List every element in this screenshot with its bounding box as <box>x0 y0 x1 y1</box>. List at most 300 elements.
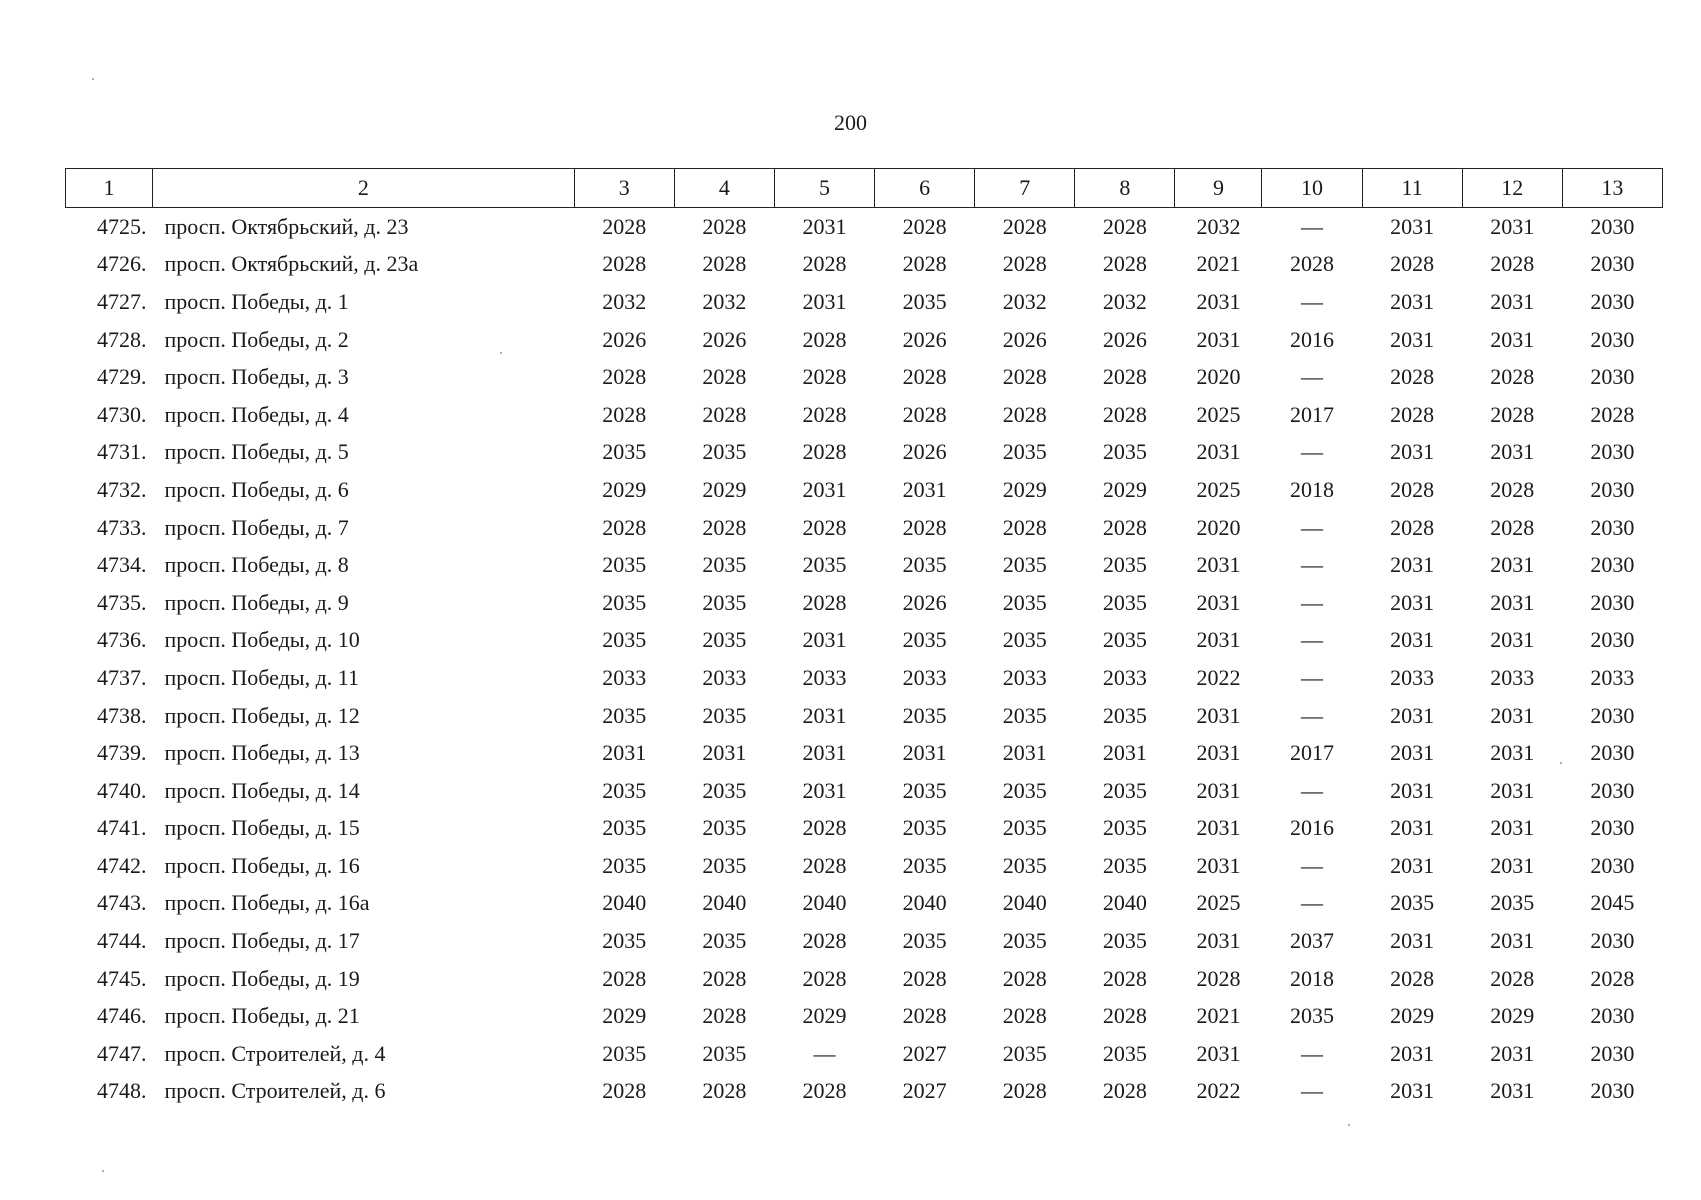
table-row <box>66 471 1663 509</box>
address-cell: просп. Победы, д. 10 <box>164 627 360 653</box>
table-row <box>66 321 1663 359</box>
year-cell: 2028 <box>602 251 647 277</box>
year-cell: 2028 <box>1490 364 1535 390</box>
year-cell: 2031 <box>1196 288 1241 314</box>
year-cell: 2040 <box>1002 890 1047 916</box>
address-cell: просп. Строителей, д. 6 <box>164 1078 386 1104</box>
year-cell: 2035 <box>1102 928 1147 954</box>
scan-speck <box>102 1170 104 1172</box>
year-cell: 2028 <box>802 251 847 277</box>
year-cell: 2028 <box>1102 401 1147 427</box>
year-cell: 2028 <box>1490 401 1535 427</box>
year-cell: 2028 <box>1390 251 1435 277</box>
year-cell: 2028 <box>1102 251 1147 277</box>
year-cell: 2040 <box>602 890 647 916</box>
table-row <box>66 922 1663 960</box>
row-number: 4730. <box>96 401 147 427</box>
year-cell: 2031 <box>1390 552 1435 578</box>
year-cell: 2033 <box>1102 664 1147 690</box>
year-cell: 2028 <box>902 965 947 991</box>
year-cell: 2030 <box>1590 627 1635 653</box>
year-cell: 2030 <box>1590 514 1635 540</box>
year-cell: — <box>1301 1078 1323 1104</box>
year-cell: 2031 <box>1390 928 1435 954</box>
year-cell: 2027 <box>902 1040 947 1066</box>
year-cell: 2035 <box>1102 852 1147 878</box>
year-cell: 2031 <box>1196 928 1241 954</box>
table-row <box>66 847 1663 885</box>
year-cell: 2029 <box>1002 476 1047 502</box>
year-cell: 2032 <box>1002 288 1047 314</box>
year-cell: 2030 <box>1590 251 1635 277</box>
year-cell: 2040 <box>802 890 847 916</box>
year-cell: 2020 <box>1196 514 1241 540</box>
year-cell: 2028 <box>802 589 847 615</box>
year-cell: 2035 <box>1102 627 1147 653</box>
year-cell: 2033 <box>1590 664 1635 690</box>
year-cell: 2035 <box>1002 552 1047 578</box>
year-cell: 2029 <box>702 476 747 502</box>
year-cell: 2035 <box>902 777 947 803</box>
table-row <box>66 960 1663 998</box>
year-cell: — <box>1301 890 1323 916</box>
address-cell: просп. Победы, д. 19 <box>164 965 360 991</box>
year-cell: 2028 <box>1002 364 1047 390</box>
year-cell: 2028 <box>802 326 847 352</box>
year-cell: 2030 <box>1590 439 1635 465</box>
year-cell: 2028 <box>702 1078 747 1104</box>
year-cell: 2030 <box>1590 740 1635 766</box>
year-cell: 2035 <box>1002 777 1047 803</box>
year-cell: 2035 <box>1002 815 1047 841</box>
year-cell: 2031 <box>1390 589 1435 615</box>
year-cell: 2028 <box>1390 476 1435 502</box>
row-number: 4745. <box>96 965 147 991</box>
year-cell: 2028 <box>702 401 747 427</box>
year-cell: 2031 <box>1390 777 1435 803</box>
year-cell: 2028 <box>602 213 647 239</box>
table-row <box>66 885 1663 923</box>
address-cell: просп. Победы, д. 11 <box>164 664 359 690</box>
year-cell: 2031 <box>1196 1040 1241 1066</box>
year-cell: 2028 <box>602 401 647 427</box>
year-cell: 2028 <box>1490 965 1535 991</box>
scan-speck <box>500 352 502 354</box>
table-row <box>66 358 1663 396</box>
year-cell: 2028 <box>902 401 947 427</box>
year-cell: 2029 <box>1390 1003 1435 1029</box>
year-cell: 2030 <box>1590 777 1635 803</box>
page-number: 200 <box>834 110 867 135</box>
year-cell: 2022 <box>1196 1078 1241 1104</box>
year-cell: 2021 <box>1196 1003 1241 1029</box>
year-cell: 2035 <box>1102 815 1147 841</box>
year-cell: 2032 <box>1196 213 1241 239</box>
year-cell: 2032 <box>702 288 747 314</box>
year-cell: 2028 <box>802 815 847 841</box>
year-cell: 2035 <box>602 815 647 841</box>
row-number: 4739. <box>96 740 147 766</box>
year-cell: 2035 <box>1002 439 1047 465</box>
year-cell: 2026 <box>902 326 947 352</box>
table-row <box>66 546 1663 584</box>
year-cell: 2025 <box>1196 476 1241 502</box>
year-cell: 2031 <box>1390 439 1435 465</box>
year-cell: 2033 <box>1390 664 1435 690</box>
year-cell: 2031 <box>1390 627 1435 653</box>
year-cell: 2040 <box>702 890 747 916</box>
year-cell: 2028 <box>702 251 747 277</box>
address-cell: просп. Победы, д. 1 <box>164 288 349 314</box>
year-cell: 2031 <box>802 476 847 502</box>
row-number: 4735. <box>96 589 147 615</box>
year-cell: — <box>1301 552 1323 578</box>
year-cell: 2028 <box>802 439 847 465</box>
year-cell: 2040 <box>1102 890 1147 916</box>
year-cell: 2028 <box>802 928 847 954</box>
year-cell: 2035 <box>1102 777 1147 803</box>
year-cell: 2035 <box>702 552 747 578</box>
year-cell: 2030 <box>1590 326 1635 352</box>
year-cell: — <box>1301 439 1323 465</box>
year-cell: 2022 <box>1196 664 1241 690</box>
row-number: 4732. <box>96 476 147 502</box>
year-cell: 2028 <box>902 1003 947 1029</box>
year-cell: 2033 <box>1002 664 1047 690</box>
year-cell: 2029 <box>1102 476 1147 502</box>
year-cell: 2031 <box>1002 740 1047 766</box>
year-cell: 2031 <box>1490 213 1535 239</box>
year-cell: 2029 <box>602 476 647 502</box>
year-cell: — <box>1301 288 1323 314</box>
year-cell: 2016 <box>1290 815 1334 841</box>
row-number: 4740. <box>96 777 147 803</box>
year-cell: 2035 <box>602 589 647 615</box>
column-header: 1 <box>66 169 153 208</box>
year-cell: 2031 <box>1490 815 1535 841</box>
table-row <box>66 997 1663 1035</box>
year-cell: 2035 <box>902 288 947 314</box>
year-cell: 2028 <box>902 213 947 239</box>
year-cell: 2029 <box>1490 1003 1535 1029</box>
year-cell: 2031 <box>1490 702 1535 728</box>
year-cell: 2035 <box>802 552 847 578</box>
year-cell: 2025 <box>1196 890 1241 916</box>
year-cell: 2035 <box>1102 589 1147 615</box>
year-cell: 2030 <box>1590 1003 1635 1029</box>
address-cell: просп. Победы, д. 2 <box>164 326 349 352</box>
year-cell: 2028 <box>1102 514 1147 540</box>
address-cell: просп. Победы, д. 13 <box>164 740 360 766</box>
year-cell: 2028 <box>802 965 847 991</box>
scan-speck <box>1560 762 1562 764</box>
column-number-header-row <box>66 169 1663 208</box>
year-cell: 2031 <box>1102 740 1147 766</box>
year-cell: 2035 <box>702 1040 747 1066</box>
row-number: 4734. <box>96 552 147 578</box>
column-header: 6 <box>875 169 975 208</box>
year-cell: 2031 <box>802 288 847 314</box>
row-number: 4729. <box>96 364 147 390</box>
year-cell: 2031 <box>802 213 847 239</box>
address-cell: просп. Победы, д. 8 <box>164 552 349 578</box>
year-cell: — <box>1301 213 1323 239</box>
year-cell: 2031 <box>1196 702 1241 728</box>
year-cell: 2035 <box>602 852 647 878</box>
year-cell: 2035 <box>702 928 747 954</box>
year-cell: 2028 <box>1002 1078 1047 1104</box>
year-cell: 2028 <box>602 364 647 390</box>
year-cell: 2035 <box>602 552 647 578</box>
column-header: 7 <box>975 169 1075 208</box>
year-cell: 2031 <box>1490 439 1535 465</box>
year-cell: 2031 <box>1390 852 1435 878</box>
table-row <box>66 659 1663 697</box>
column-header: 2 <box>152 169 574 208</box>
year-cell: 2030 <box>1590 1040 1635 1066</box>
row-number: 4742. <box>96 852 147 878</box>
table-row <box>66 208 1663 246</box>
year-cell: 2026 <box>1002 326 1047 352</box>
column-header: 9 <box>1175 169 1262 208</box>
year-cell: 2031 <box>1390 815 1435 841</box>
year-cell: 2031 <box>1490 1040 1535 1066</box>
address-cell: просп. Победы, д. 3 <box>164 364 349 390</box>
row-number: 4736. <box>96 627 147 653</box>
year-cell: 2017 <box>1290 740 1334 766</box>
year-cell: 2035 <box>1102 552 1147 578</box>
year-cell: 2028 <box>802 852 847 878</box>
year-cell: 2016 <box>1290 326 1334 352</box>
year-cell: — <box>1301 514 1323 540</box>
housing-registry-table <box>65 168 1663 1110</box>
year-cell: 2033 <box>802 664 847 690</box>
year-cell: 2028 <box>1102 1078 1147 1104</box>
year-cell: 2018 <box>1290 965 1334 991</box>
year-cell: 2028 <box>1590 965 1635 991</box>
year-cell: 2028 <box>1290 251 1334 277</box>
address-cell: просп. Победы, д. 16а <box>164 890 370 916</box>
address-cell: просп. Победы, д. 17 <box>164 928 360 954</box>
year-cell: 2017 <box>1290 401 1334 427</box>
year-cell: 2031 <box>1490 928 1535 954</box>
year-cell: 2028 <box>1490 251 1535 277</box>
year-cell: 2035 <box>1290 1003 1334 1029</box>
year-cell: 2031 <box>1490 552 1535 578</box>
row-number: 4731. <box>96 439 147 465</box>
address-cell: просп. Победы, д. 7 <box>164 514 349 540</box>
year-cell: 2030 <box>1590 852 1635 878</box>
year-cell: 2045 <box>1590 890 1635 916</box>
year-cell: 2035 <box>1002 627 1047 653</box>
address-cell: просп. Октябрьский, д. 23 <box>164 213 409 239</box>
year-cell: 2035 <box>602 702 647 728</box>
year-cell: 2031 <box>1390 1078 1435 1104</box>
year-cell: 2035 <box>1390 890 1435 916</box>
scan-speck <box>92 78 94 80</box>
year-cell: 2031 <box>802 627 847 653</box>
row-number: 4725. <box>96 213 147 239</box>
scan-speck <box>1348 1124 1350 1126</box>
year-cell: 2035 <box>1002 702 1047 728</box>
row-number: 4737. <box>96 664 147 690</box>
table-row <box>66 584 1663 622</box>
year-cell: 2031 <box>1196 552 1241 578</box>
year-cell: 2028 <box>702 965 747 991</box>
year-cell: 2035 <box>902 815 947 841</box>
table-row <box>66 772 1663 810</box>
year-cell: 2030 <box>1590 702 1635 728</box>
column-header: 10 <box>1262 169 1362 208</box>
year-cell: 2029 <box>802 1003 847 1029</box>
year-cell: 2035 <box>702 702 747 728</box>
row-number: 4746. <box>96 1003 147 1029</box>
address-cell: просп. Победы, д. 21 <box>164 1003 360 1029</box>
row-number: 4738. <box>96 702 147 728</box>
year-cell: 2028 <box>802 364 847 390</box>
table-row <box>66 622 1663 660</box>
year-cell: 2030 <box>1590 364 1635 390</box>
column-header: 4 <box>674 169 774 208</box>
year-cell: 2030 <box>1590 589 1635 615</box>
year-cell: 2031 <box>1390 740 1435 766</box>
year-cell: 2040 <box>902 890 947 916</box>
year-cell: 2031 <box>1490 627 1535 653</box>
column-header: 3 <box>574 169 674 208</box>
year-cell: 2031 <box>602 740 647 766</box>
year-cell: 2028 <box>802 1078 847 1104</box>
address-cell: просп. Строителей, д. 4 <box>164 1040 386 1066</box>
year-cell: 2028 <box>602 514 647 540</box>
year-cell: 2031 <box>1196 852 1241 878</box>
row-number: 4728. <box>96 326 147 352</box>
year-cell: 2028 <box>602 1078 647 1104</box>
year-cell: 2028 <box>1002 514 1047 540</box>
year-cell: 2026 <box>1102 326 1147 352</box>
year-cell: 2035 <box>702 589 747 615</box>
year-cell: 2028 <box>902 251 947 277</box>
table-row <box>66 734 1663 772</box>
year-cell: 2030 <box>1590 476 1635 502</box>
year-cell: 2028 <box>902 364 947 390</box>
year-cell: 2028 <box>1002 251 1047 277</box>
year-cell: 2028 <box>1102 364 1147 390</box>
year-cell: 2035 <box>602 777 647 803</box>
year-cell: 2031 <box>1196 815 1241 841</box>
year-cell: 2032 <box>1102 288 1147 314</box>
row-number: 4744. <box>96 928 147 954</box>
year-cell: 2028 <box>702 1003 747 1029</box>
year-cell: 2028 <box>1196 965 1241 991</box>
column-header: 12 <box>1462 169 1562 208</box>
year-cell: — <box>1301 777 1323 803</box>
year-cell: 2020 <box>1196 364 1241 390</box>
row-number: 4727. <box>96 288 147 314</box>
year-cell: 2035 <box>702 777 747 803</box>
year-cell: 2031 <box>802 777 847 803</box>
year-cell: 2026 <box>702 326 747 352</box>
year-cell: 2028 <box>802 401 847 427</box>
year-cell: 2031 <box>1196 740 1241 766</box>
year-cell: 2030 <box>1590 288 1635 314</box>
column-header: 11 <box>1362 169 1462 208</box>
year-cell: 2035 <box>702 627 747 653</box>
year-cell: 2031 <box>1390 702 1435 728</box>
year-cell: 2035 <box>902 702 947 728</box>
year-cell: — <box>1301 702 1323 728</box>
year-cell: 2035 <box>702 852 747 878</box>
year-cell: 2028 <box>1490 514 1535 540</box>
year-cell: 2028 <box>1390 965 1435 991</box>
row-number: 4726. <box>96 251 147 277</box>
year-cell: 2031 <box>1196 777 1241 803</box>
row-number: 4747. <box>96 1040 147 1066</box>
year-cell: 2031 <box>1196 326 1241 352</box>
row-number: 4733. <box>96 514 147 540</box>
year-cell: 2031 <box>1490 1078 1535 1104</box>
year-cell: 2031 <box>1490 326 1535 352</box>
year-cell: 2030 <box>1590 552 1635 578</box>
year-cell: 2035 <box>1102 1040 1147 1066</box>
year-cell: 2028 <box>1002 965 1047 991</box>
year-cell: — <box>1301 589 1323 615</box>
year-cell: 2018 <box>1290 476 1334 502</box>
year-cell: 2033 <box>902 664 947 690</box>
year-cell: 2031 <box>1390 288 1435 314</box>
year-cell: — <box>813 1040 836 1066</box>
year-cell: 2035 <box>702 439 747 465</box>
year-cell: — <box>1301 852 1323 878</box>
table-row <box>66 509 1663 547</box>
address-cell: просп. Победы, д. 4 <box>164 401 349 427</box>
year-cell: — <box>1301 1040 1323 1066</box>
year-cell: 2026 <box>602 326 647 352</box>
year-cell: 2035 <box>1002 928 1047 954</box>
year-cell: 2028 <box>1390 514 1435 540</box>
year-cell: 2031 <box>1490 852 1535 878</box>
year-cell: 2025 <box>1196 401 1241 427</box>
year-cell: 2028 <box>702 364 747 390</box>
year-cell: 2031 <box>1196 627 1241 653</box>
address-cell: просп. Победы, д. 15 <box>164 815 360 841</box>
year-cell: 2033 <box>1490 664 1535 690</box>
table-row <box>66 810 1663 848</box>
year-cell: 2035 <box>602 1040 647 1066</box>
year-cell: 2026 <box>902 439 947 465</box>
year-cell: 2035 <box>902 552 947 578</box>
address-cell: просп. Победы, д. 5 <box>164 439 349 465</box>
year-cell: 2029 <box>602 1003 647 1029</box>
year-cell: 2031 <box>1196 439 1241 465</box>
year-cell: 2035 <box>1490 890 1535 916</box>
year-cell: 2035 <box>602 627 647 653</box>
year-cell: 2035 <box>702 815 747 841</box>
year-cell: 2035 <box>602 928 647 954</box>
year-cell: 2031 <box>702 740 747 766</box>
year-cell: 2033 <box>702 664 747 690</box>
year-cell: 2028 <box>1002 1003 1047 1029</box>
year-cell: 2030 <box>1590 928 1635 954</box>
year-cell: 2035 <box>1102 439 1147 465</box>
year-cell: 2033 <box>602 664 647 690</box>
year-cell: 2030 <box>1590 1078 1635 1104</box>
year-cell: 2031 <box>1490 740 1535 766</box>
year-cell: 2028 <box>602 965 647 991</box>
year-cell: 2035 <box>1102 702 1147 728</box>
year-cell: 2031 <box>1390 326 1435 352</box>
column-header: 8 <box>1075 169 1175 208</box>
year-cell: 2028 <box>1490 476 1535 502</box>
